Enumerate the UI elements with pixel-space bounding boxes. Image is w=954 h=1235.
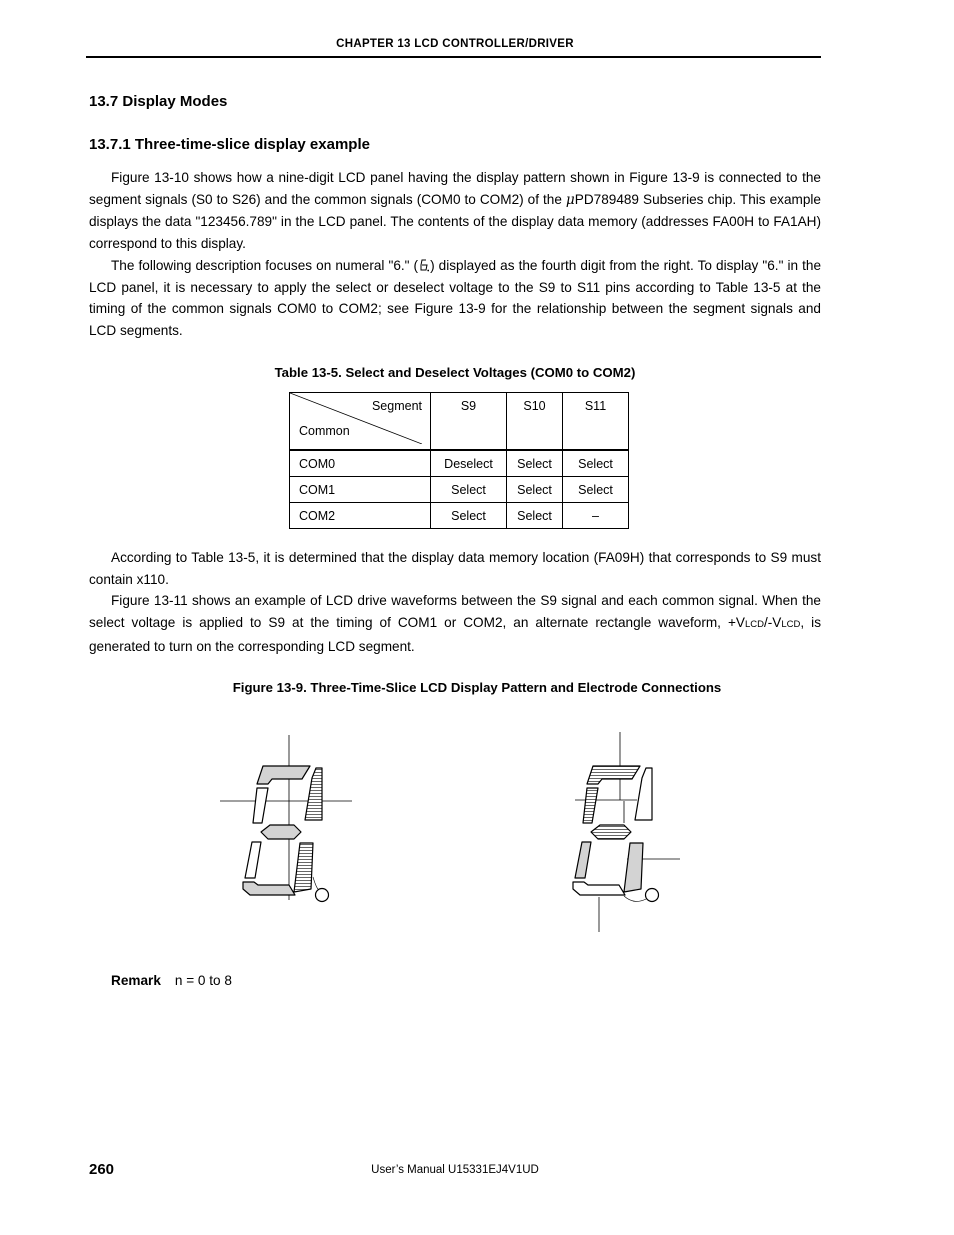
paragraph-2: The following description focuses on numeral "6." ( ) displayed as the fourth digit from the right. To display "6." in the LCD panel, it is necessary to apply the select or deselect voltage to the S9 to S11 pins according to Table 13-5 at the timing of the common signals COM0 to COM2; see Figure 13-9 for the relationship between the segment signals and LCD segments. (89, 257, 821, 338)
row-label: COM0 (290, 450, 431, 477)
table-cell: Select (431, 503, 507, 529)
table-row (290, 477, 629, 503)
subsection-title: 13.7.1 Three-time-slice display example (89, 136, 370, 153)
table-cell: Deselect (431, 450, 507, 477)
intro-paragraphs (89, 167, 821, 342)
column-header: S10 (507, 393, 563, 451)
body-paragraphs (89, 547, 821, 658)
chapter-header: CHAPTER 13 LCD CONTROLLER/DRIVER (336, 38, 574, 50)
table-header-row (290, 393, 629, 451)
table-cell: Select (507, 477, 563, 503)
corner-segment-label: Segment (371, 399, 422, 413)
table-cell: Select (563, 477, 629, 503)
column-header: S11 (563, 393, 629, 451)
column-header: S9 (431, 393, 507, 451)
paragraph-1: Figure 13-10 shows how a nine-digit LCD panel having the display pattern shown in Figure 13-9 is connected to the segment signals (S0 to S26) and the common signals (COM0 to COM2) of the μPD789489 Subseries chip. This example displays the data "123456.789" in the LCD panel. The contents of the display data memory (addresses FA00H to FA1AH) correspond to this display. (89, 170, 821, 252)
table-row (290, 450, 629, 477)
table-caption: Table 13-5. Select and Deselect Voltages (COM0 to COM2) (274, 365, 636, 380)
remark-text: n = 0 to 8 (174, 973, 232, 988)
right-digit-diagram (573, 732, 680, 932)
voltage-table (289, 392, 629, 529)
table-cell: – (563, 503, 629, 529)
row-label: COM2 (290, 503, 431, 529)
header-rule (86, 56, 821, 58)
numeral-six-glyph-icon (419, 259, 429, 272)
table-cell: Select (507, 450, 563, 477)
section-title: 13.7 Display Modes (89, 93, 228, 110)
lcd-pattern-figure (200, 725, 700, 940)
row-label: COM1 (290, 477, 431, 503)
table-cell: Select (431, 477, 507, 503)
corner-common-label: Common (299, 424, 350, 438)
table-cell: Select (507, 503, 563, 529)
table-cell: Select (563, 450, 629, 477)
table-row (290, 503, 629, 529)
remark-label: Remark (111, 973, 161, 988)
paragraph-4: Figure 13-11 shows an example of LCD drive waveforms between the S9 signal and each common signal. When the select voltage is applied to S9 at the timing of COM1 or COM2, an alternate rectangle waveform, +VLCD/-VLCD, is generated to turn on the corresponding LCD segment. (89, 593, 821, 654)
paragraph-3: According to Table 13-5, it is determined that the display data memory location (FA09H) that corresponds to S9 must contain x110. (89, 550, 821, 587)
corner-cell (290, 393, 431, 451)
manual-footer: User’s Manual U15331EJ4V1UD (371, 1164, 539, 1176)
page-number: 260 (89, 1161, 115, 1178)
figure-caption: Figure 13-9. Three-Time-Slice LCD Display Pattern and Electrode Connections (232, 680, 722, 695)
left-digit-diagram (220, 735, 352, 902)
remark (111, 973, 232, 988)
